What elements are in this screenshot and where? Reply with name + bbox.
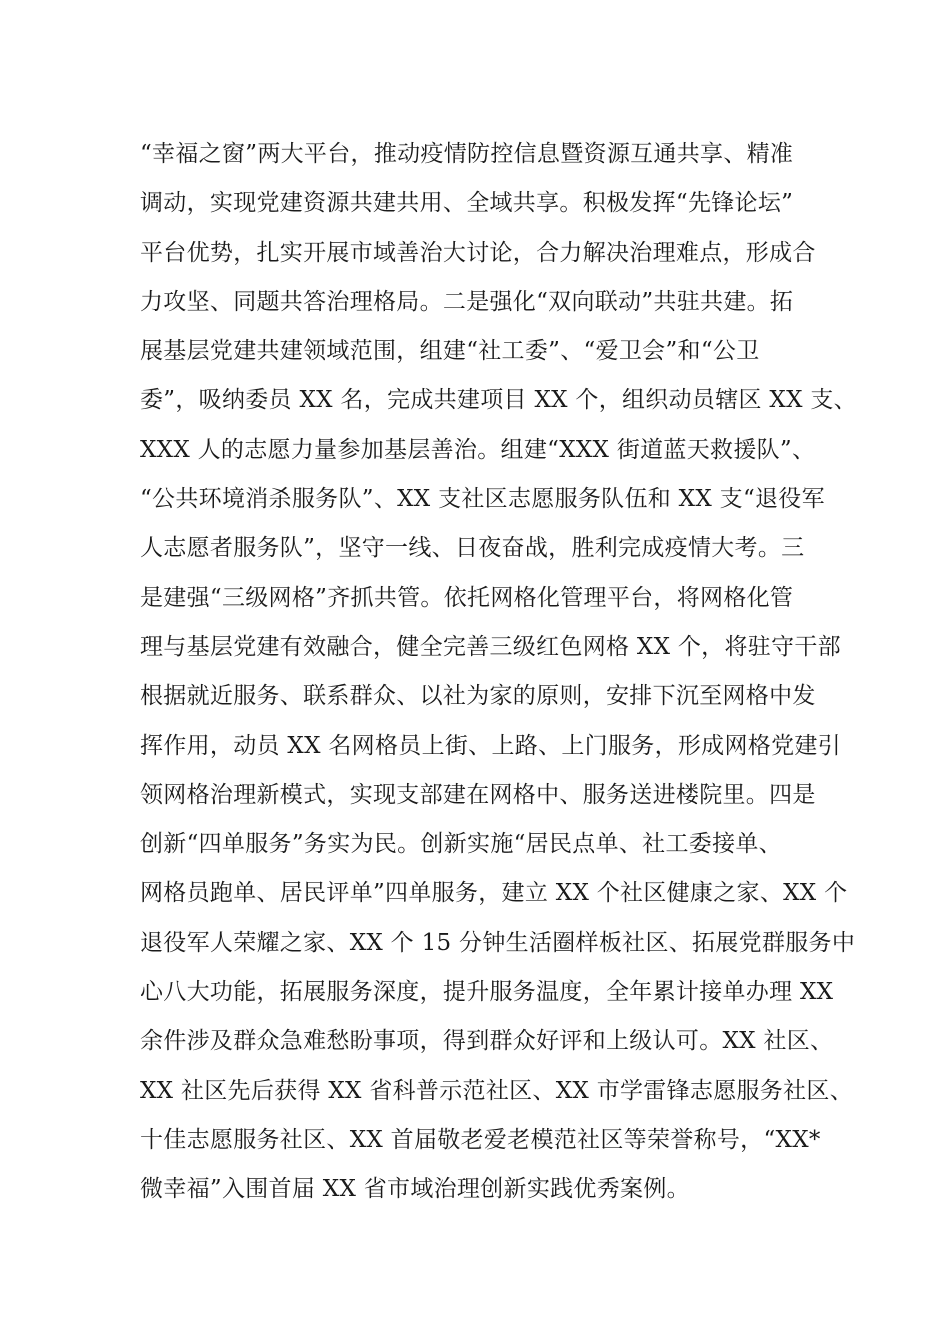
text-line: 微幸福”入围首届 XX 省市域治理创新实践优秀案例。 <box>140 1176 690 1203</box>
text-line: 委”，吸纳委员 XX 名，完成共建项目 XX 个，组织动员辖区 XX 支、 <box>140 387 857 414</box>
text-line: 理与基层党建有效融合，健全完善三级红色网格 XX 个，将驻守干部 <box>140 633 841 660</box>
text-line: 力攻坚、同题共答治理格局。二是强化“双向联动”共驻共建。拓 <box>140 288 794 315</box>
body-paragraph <box>140 130 857 1215</box>
text-line: 余件涉及群众急难愁盼事项，得到群众好评和上级认可。XX 社区、 <box>140 1028 834 1055</box>
text-line: 领网格治理新模式，实现支部建在网格中、服务送进楼院里。四是 <box>140 781 816 808</box>
text-line: XX 社区先后获得 XX 省科普示范社区、XX 市学雷锋志愿服务社区、 <box>140 1077 853 1104</box>
text-line: 创新“四单服务”务实为民。创新实施“居民点单、社工委接单、 <box>140 831 782 858</box>
text-line: XXX 人的志愿力量参加基层善治。组建“XXX 街道蓝天救援队”、 <box>140 436 816 463</box>
text-line: “幸福之窗”两大平台，推动疫情防控信息暨资源互通共享、精准 <box>140 141 794 167</box>
text-line: 网格员跑单、居民评单”四单服务，建立 XX 个社区健康之家、XX 个 <box>140 880 848 907</box>
text-line: 调动，实现党建资源共建共用、全域共享。积极发挥“先锋论坛” <box>140 190 794 217</box>
text-line: 是建强“三级网格”齐抓共管。依托网格化管理平台，将网格化管 <box>140 584 794 611</box>
text-line: 人志愿者服务队”，坚守一线、日夜奋战，胜利完成疫情大考。三 <box>140 535 805 562</box>
text-line: 挥作用，动员 XX 名网格员上街、上路、上门服务，形成网格党建引 <box>140 732 841 759</box>
text-line: 根据就近服务、联系群众、以社为家的原则，安排下沉至网格中发 <box>140 683 816 710</box>
text-line: 展基层党建共建领域范围，组建“社工委”、“爱卫会”和“公卫 <box>140 338 760 365</box>
text-line: 平台优势，扎实开展市域善治大讨论，合力解决治理难点，形成合 <box>140 239 816 266</box>
text-line: 十佳志愿服务社区、XX 首届敬老爱老模范社区等荣誉称号，“XX* <box>140 1126 821 1153</box>
text-line: 退役军人荣耀之家、XX 个 15 分钟生活圈样板社区、拓展党群服务中 <box>140 929 856 956</box>
text-line: 心八大功能，拓展服务深度，提升服务温度，全年累计接单办理 XX <box>140 979 834 1006</box>
text-line: “公共环境消杀服务队”、XX 支社区志愿服务队伍和 XX 支“退役军 <box>140 486 825 513</box>
